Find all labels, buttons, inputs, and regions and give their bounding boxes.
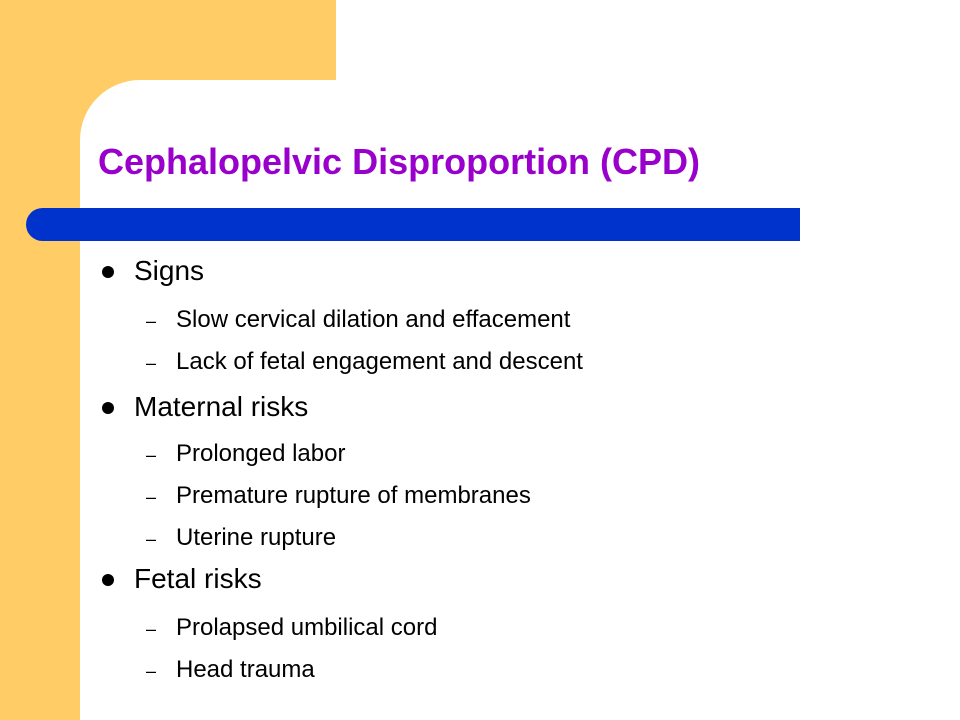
bullet-heading-text: Fetal risks	[134, 563, 262, 594]
bullet-dot-icon	[102, 574, 114, 586]
bullet-dot-icon	[102, 402, 114, 414]
sub-bullet-text: Prolapsed umbilical cord	[176, 614, 438, 641]
dash-icon: –	[146, 529, 157, 549]
slide-title: Cephalopelvic Disproportion (CPD)	[98, 141, 701, 182]
bullet-heading-text: Signs	[134, 255, 205, 286]
sub-bullet-text: Premature rupture of membranes	[176, 482, 531, 509]
sub-bullet-text: Prolonged labor	[176, 440, 346, 467]
dash-icon: –	[146, 311, 157, 331]
sub-bullet-text: Head trauma	[176, 656, 315, 683]
bullet-heading-text: Maternal risks	[134, 391, 309, 422]
sub-bullet-text: Uterine rupture	[176, 524, 337, 551]
dash-icon: –	[146, 661, 157, 681]
dash-icon: –	[146, 445, 157, 465]
dash-icon: –	[146, 619, 157, 639]
sub-bullet-text: Slow cervical dilation and effacement	[176, 306, 571, 333]
bullet-dot-icon	[102, 266, 114, 278]
sub-bullet-text: Lack of fetal engagement and descent	[176, 348, 583, 375]
dash-icon: –	[146, 353, 157, 373]
dash-icon: –	[146, 487, 157, 507]
